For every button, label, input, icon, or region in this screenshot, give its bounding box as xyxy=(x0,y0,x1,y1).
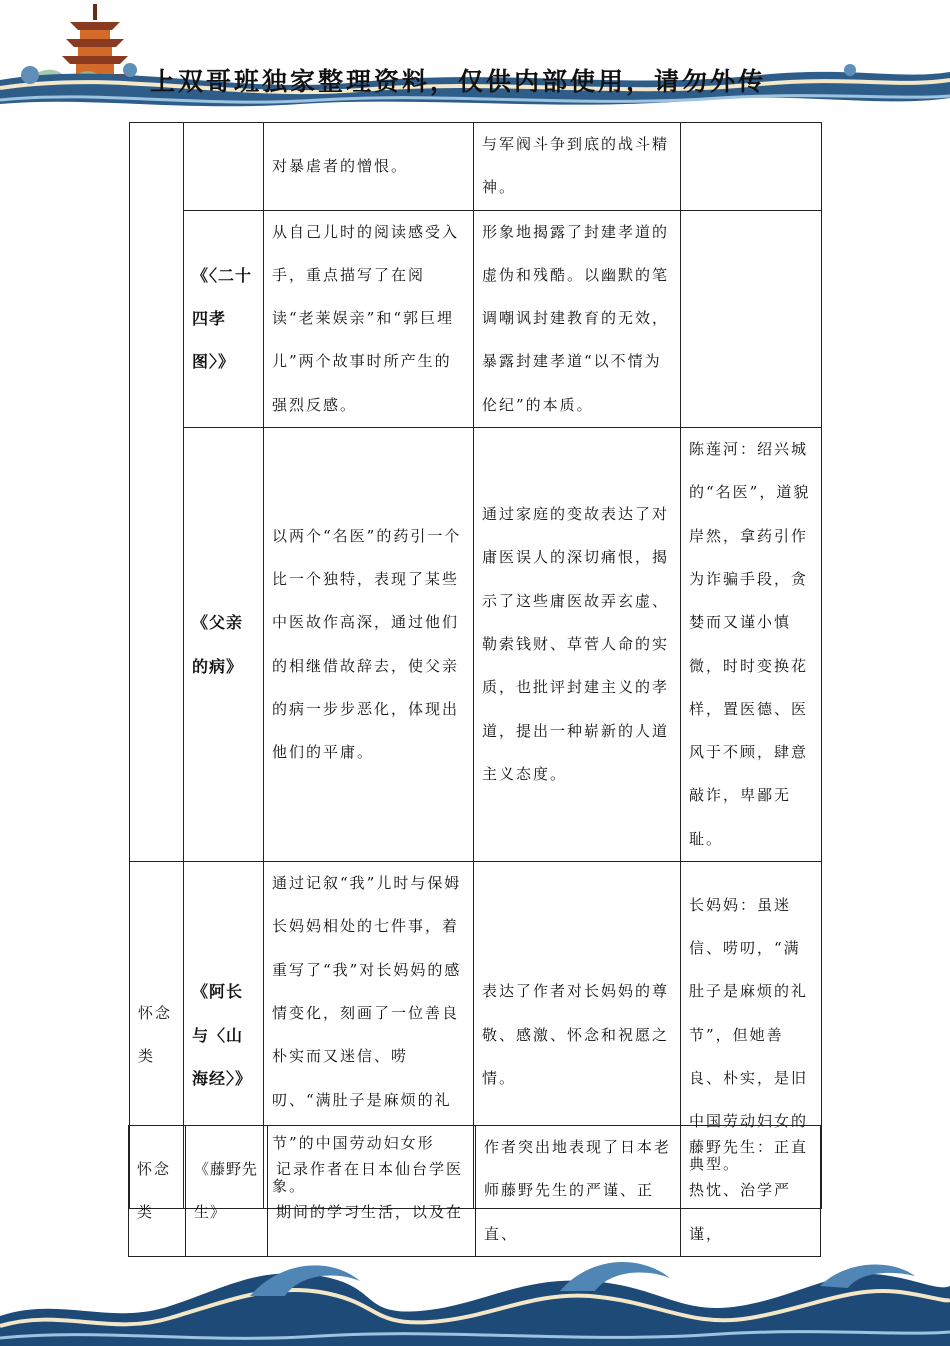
character-cell xyxy=(681,210,822,427)
meaning-cell: 从自己儿时的阅读感受入手，重点描写了在阅读“老莱娱亲”和“郭巨埋儿”两个故事时所产生的强烈反感。 xyxy=(264,210,474,427)
header-banner xyxy=(0,0,950,118)
table-row xyxy=(130,428,822,862)
pagoda-icon xyxy=(58,4,132,82)
theme-cell: 与军阀斗争到底的战斗精神。 xyxy=(474,123,681,211)
theme-cell: 形象地揭露了封建孝道的虚伪和残酷。以幽默的笔调嘲讽封建教育的无效，暴露封建孝道“以不情为伦纪”的本质。 xyxy=(474,210,681,427)
title-cell: 《藤野先生》 xyxy=(186,1126,268,1257)
theme-cell: 作者突出地表现了日本老师藤野先生的严谨、正直、 xyxy=(476,1126,681,1257)
character-cell: 陈莲河：绍兴城的“名医”，道貌岸然，拿药引作为诈骗手段，贪婪而又谨小慎微，时时变换花样，置医德、医风于不顾，肆意敲诈，卑鄙无耻。 xyxy=(681,428,822,862)
title-cell: 《〈二十四孝图〉》 xyxy=(184,210,264,427)
notes-table-continued xyxy=(128,1125,821,1257)
category-cell: 怀念类 xyxy=(130,862,184,1209)
table-row xyxy=(130,123,822,211)
meaning-cell: 以两个“名医”的药引一个比一个独特，表现了某些中医故作高深，通过他们的相继借故辞去，使父亲的病一步步恶化，体现出他们的平庸。 xyxy=(264,428,474,862)
table-row xyxy=(130,210,822,427)
title-cell: 《父亲的病》 xyxy=(184,428,264,862)
meaning-cell: 对暴虐者的憎恨。 xyxy=(264,123,474,211)
theme-cell: 通过家庭的变故表达了对庸医误人的深切痛恨，揭示了这些庸医故弄玄虚、勒索钱财、草菅人命的实质，也批评封建主义的孝道，提出一种崭新的人道主义态度。 xyxy=(474,428,681,862)
character-cell xyxy=(681,123,822,211)
character-cell: 藤野先生：正直热忱、治学严谨， xyxy=(681,1126,821,1257)
category-cell xyxy=(130,123,184,862)
watermark-header-text: 上双哥班独家整理资料，仅供内部使用，请勿外传 xyxy=(150,67,767,96)
category-cell: 怀念类 xyxy=(129,1126,186,1257)
table-row xyxy=(129,1126,821,1257)
meaning-cell: 通过记叙“我”儿时与保姆长妈妈相处的七件事，着重写了“我”对长妈妈的感情变化，刻画了一位善良朴实而又迷信、唠叨、“满肚子是麻烦的礼节”的中国劳动妇女形象。 xyxy=(264,862,474,1209)
theme-cell: 表达了作者对长妈妈的尊敬、感激、怀念和祝愿之情。 xyxy=(474,862,681,1209)
title-cell: 《阿长与〈山海经〉》 xyxy=(184,862,264,1209)
footer-waves xyxy=(0,1256,950,1346)
character-cell: 长妈妈：虽迷信、唠叨，“满肚子是麻烦的礼节”，但她善良、朴实，是旧中国劳动妇女的典型。 xyxy=(681,862,822,1209)
meaning-cell: 记录作者在日本仙台学医期间的学习生活，以及在 xyxy=(268,1126,476,1257)
title-cell xyxy=(184,123,264,211)
notes-table xyxy=(129,122,822,1209)
